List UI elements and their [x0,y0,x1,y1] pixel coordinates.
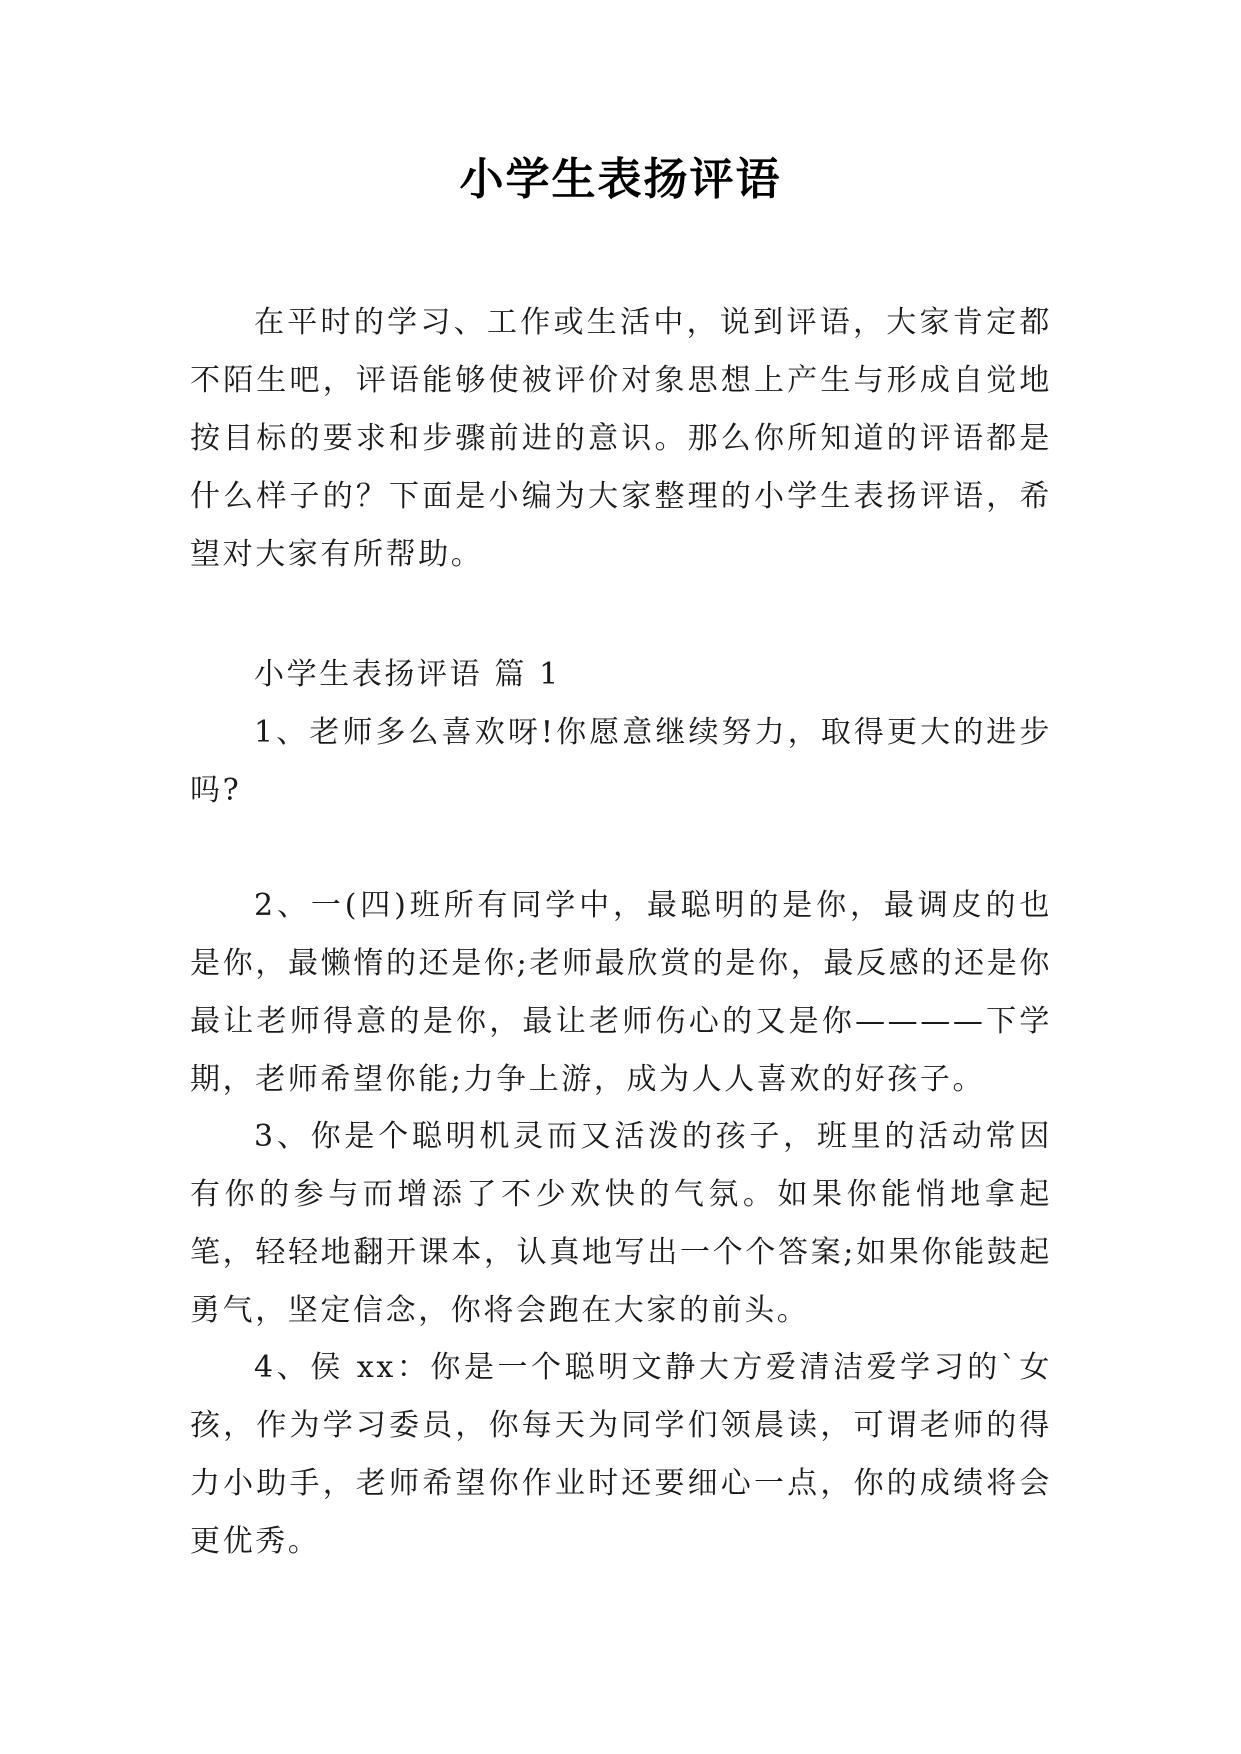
comment-item-4: 4、侯 xx：你是一个聪明文静大方爱清洁爱学习的`女孩，作为学习委员，你每天为同学们领晨读，可谓老师的得力小助手，老师希望你作业时还要细心一点，你的成绩将会更优秀。 [190,1350,1052,1559]
section-heading: 小学生表扬评语 篇 1 [254,657,561,692]
intro-paragraph: 在平时的学习、工作或生活中，说到评语，大家肯定都不陌生吧，评语能够使被评价对象思想上产生与形成自觉地按目标的要求和步骤前进的意识。那么你所知道的评语都是什么样子的？下面是小编为大家整理的小学生表扬评语，希望对大家有所帮助。 [190,305,1052,572]
comment-item-1: 1、老师多么喜欢呀!你愿意继续努力，取得更大的进步吗? [190,715,1052,808]
comment-item-2: 2、一(四)班所有同学中，最聪明的是你，最调皮的也是你，最懒惰的还是你;老师最欣赏的是你，最反感的还是你最让老师得意的是你，最让老师伤心的又是你————下学期，老师希望你能;力争上游，成为人人喜欢的好孩子。 [190,888,1052,1097]
comment-item-3: 3、你是个聪明机灵而又活泼的孩子，班里的活动常因有你的参与而增添了不少欢快的气氛。如果你能悄地拿起笔，轻轻地翻开课本，认真地写出一个个答案;如果你能鼓起勇气，坚定信念，你将会跑在大家的前头。 [190,1119,1052,1328]
document-title: 小学生表扬评语 [459,154,782,205]
